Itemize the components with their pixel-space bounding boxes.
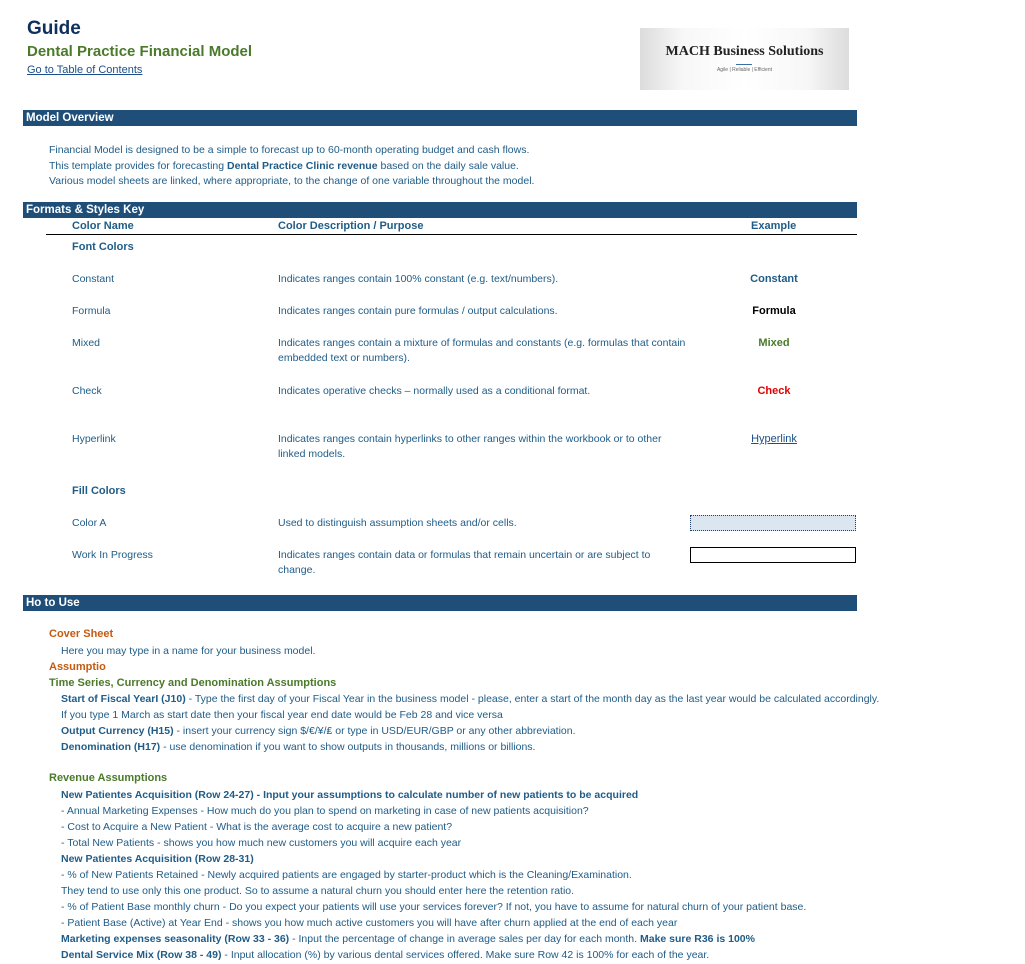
row-name-mixed: Mixed: [72, 337, 101, 349]
overview-line-2: This template provides for forecasting Dental Practice Clinic revenue based on the daily sale value.: [49, 160, 519, 172]
retention-item-c: - % of Patient Base monthly churn - Do you expect your patients will use your services forever? If not, you have to assume for natural churn of your patient base.: [61, 901, 807, 913]
retention-item-a: - % of New Patients Retained - Newly acquired patients are engaged by starter-product which is the Cleaning/Examination.: [61, 869, 632, 881]
revenue-heading: Revenue Assumptions: [49, 772, 168, 784]
example-check: Check: [757, 385, 791, 397]
section-formats-styles: Formats & Styles Key: [23, 202, 857, 218]
fiscal-year-text: Start of Fiscal YearI (J10) - Type the first day of your Fiscal Year in the business model - please, enter a start of the month day as the last year would be calculated accordingly.: [61, 693, 880, 705]
fiscal-year-text-2: If you type 1 March as start date then your fiscal year end date would be Feb 28 and vice versa: [61, 709, 503, 721]
company-logo: [640, 28, 849, 90]
row-name-formula: Formula: [72, 305, 111, 317]
section-how-to-use: Ho to Use: [23, 595, 857, 611]
example-constant: Constant: [750, 273, 798, 285]
row-name-constant: Constant: [72, 273, 115, 285]
toc-link[interactable]: Go to Table of Contents: [27, 64, 143, 76]
font-colors-label: Font Colors: [72, 241, 134, 253]
col-header-example: Example: [751, 220, 797, 232]
section-model-overview: Model Overview: [23, 110, 857, 126]
new-patients-heading-1: New Patientes Acquisition (Row 24-27) - Input your assumptions to calculate number of new patients to be acquired: [61, 789, 639, 801]
logo-divider: [736, 64, 752, 65]
new-patients-item-a: - Annual Marketing Expenses - How much do you plan to spend on marketing in case of new patients acquisition?: [61, 805, 589, 817]
new-patients-item-c: - Total New Patients - shows you how much new customers you will acquire each year: [61, 837, 462, 849]
cover-sheet-text: Here you may type in a name for your business model.: [61, 645, 316, 657]
page-subtitle: Dental Practice Financial Model: [27, 43, 253, 60]
logo-name: MACH Business Solutions: [665, 44, 824, 59]
cover-sheet-heading: Cover Sheet: [49, 628, 114, 640]
col-header-name: Color Name: [72, 220, 134, 232]
header-rule: [46, 234, 857, 235]
denomination-text: Denomination (H17) - use denomination if you want to show outputs in thousands, millions or billions.: [61, 741, 536, 753]
assumptions-heading: Assumptio: [49, 661, 106, 673]
row-name-color-a: Color A: [72, 517, 107, 529]
row-desc-hyperlink: Indicates ranges contain hyperlinks to other ranges within the workbook or to other linked models.: [278, 433, 662, 460]
retention-item-d: - Patient Base (Active) at Year End - shows you how much active customers you will have after churn applied at the end of each year: [61, 917, 678, 929]
col-header-desc: Color Description / Purpose: [278, 220, 424, 232]
new-patients-heading-2: New Patientes Acquisition (Row 28-31): [61, 853, 254, 865]
fill-colors-label: Fill Colors: [72, 485, 126, 497]
row-desc-constant: Indicates ranges contain 100% constant (e.g. text/numbers).: [278, 273, 559, 285]
page-title: Guide: [27, 18, 81, 39]
dental-service-mix-text: Dental Service Mix (Row 38 - 49) - Input allocation (%) by various dental services offered. Make sure Row 42 is 100% for each of the year.: [61, 949, 710, 961]
marketing-seasonality-text: Marketing expenses seasonality (Row 33 - 36) - Input the percentage of change in average sales per day for each month. Make sure R36 is 100%: [61, 933, 755, 945]
row-desc-formula: Indicates ranges contain pure formulas / output calculations.: [278, 305, 558, 317]
example-fill-color-a: [690, 515, 856, 531]
time-series-heading: Time Series, Currency and Denomination Assumptions: [49, 677, 337, 689]
example-mixed: Mixed: [758, 337, 790, 349]
example-fill-wip: [690, 547, 856, 563]
overview-line-1: Financial Model is designed to be a simple to forecast up to 60-month operating budget and cash flows.: [49, 144, 530, 156]
row-name-hyperlink: Hyperlink: [72, 433, 116, 445]
row-desc-color-a: Used to distinguish assumption sheets and/or cells.: [278, 517, 517, 529]
logo-tagline: Agile | Reliable | Efficient: [716, 67, 773, 73]
overview-line-3: Various model sheets are linked, where appropriate, to the change of one variable throughout the model.: [49, 175, 535, 187]
row-desc-mixed: Indicates ranges contain a mixture of formulas and constants (e.g. formulas that contain embedded text or numbers).: [278, 337, 686, 364]
retention-item-b: They tend to use only this one product. So to assume a natural churn you should enter here the retention ratio.: [61, 885, 575, 897]
output-currency-text: Output Currency (H15) - insert your currency sign $/€/¥/₤ or type in USD/EUR/GBP or any other abbreviation.: [61, 725, 576, 737]
example-formula: Formula: [752, 305, 796, 317]
row-desc-check: Indicates operative checks – normally used as a conditional format.: [278, 385, 591, 397]
new-patients-item-b: - Cost to Acquire a New Patient - What is the average cost to acquire a new patient?: [61, 821, 453, 833]
row-desc-wip: Indicates ranges contain data or formulas that remain uncertain or are subject to change.: [278, 549, 651, 576]
row-name-check: Check: [72, 385, 102, 397]
row-name-wip: Work In Progress: [72, 549, 153, 561]
example-hyperlink[interactable]: Hyperlink: [751, 433, 797, 445]
